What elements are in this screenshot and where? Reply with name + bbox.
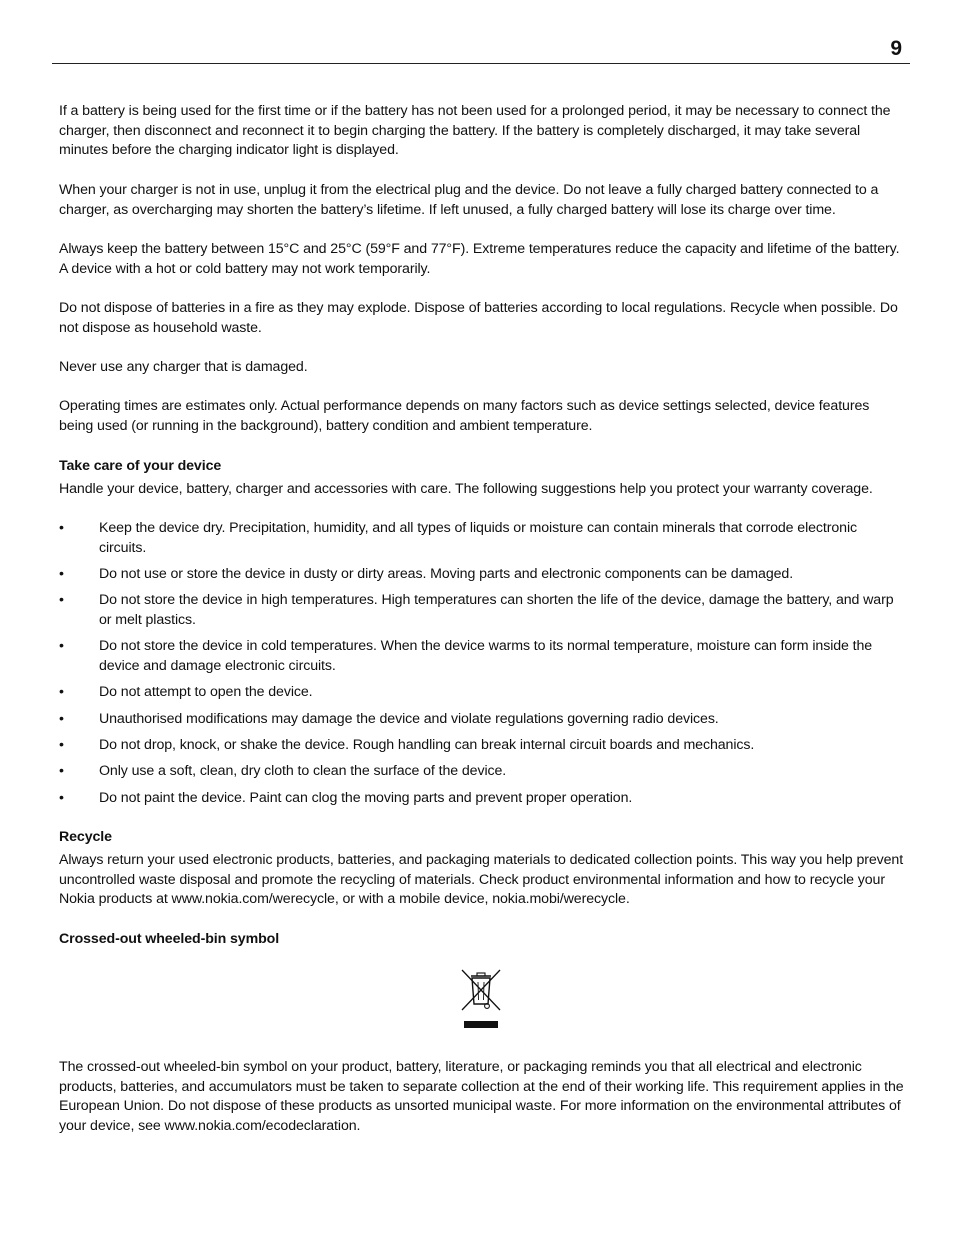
wheeled-bin-paragraph: The crossed-out wheeled-bin symbol on your product, battery, literature, or packaging reminds you that all electrical and electronic products, batteries, and accumulators must be taken to separate collection at the end of their working life. This requirement applies in the European Union. Do not dispose of these products as unsorted municipal waste. For more information on the environmental attributes of your device, see www.nokia.com/ecodeclaration.: [59, 1059, 904, 1135]
list-item: [59, 565, 905, 585]
wheeled-bin-figure: [59, 953, 905, 1058]
bullet: •: [59, 520, 64, 537]
list-item: [59, 591, 905, 630]
battery-disposal-paragraph: Do not dispose of batteries in a fire as they may explode. Dispose of batteries according to local regulations. Recycle when possible. Do not dispose as household waste.: [59, 299, 898, 336]
take-care-heading: Take care of your device: [59, 457, 222, 474]
page-number: 9: [890, 37, 902, 60]
list-item-text: Do not paint the device. Paint can clog the moving parts and prevent proper operation.: [99, 789, 633, 806]
bullet: •: [59, 763, 64, 780]
list-item-text: Do not use or store the device in dusty or dirty areas. Moving parts and electronic components can be damaged.: [99, 566, 794, 583]
recycle-heading: Recycle: [59, 828, 112, 845]
wheeled-bin-heading: Crossed-out wheeled-bin symbol: [59, 930, 280, 947]
battery-first-use-paragraph: If a battery is being used for the first time or if the battery has not been used for a prolonged period, it may be necessary to connect the charger, then disconnect and reconnect it to begin charging the battery. If the battery is completely discharged, it may take several minutes before the charging indicator light is displayed.: [59, 103, 891, 159]
take-care-intro: Handle your device, battery, charger and accessories with care. The following suggestions help you protect your warranty coverage.: [59, 480, 873, 497]
battery-temperature-paragraph: Always keep the battery between 15°C and 25°C (59°F and 77°F). Extreme temperatures reduce the capacity and lifetime of the battery. A device with a hot or cold battery may not work temporarily.: [59, 240, 900, 277]
list-item: [59, 736, 905, 756]
list-item-text: Do not drop, knock, or shake the device. Rough handling can break internal circuit boards and mechanics.: [99, 737, 755, 754]
unplug-charger-paragraph: When your charger is not in use, unplug it from the electrical plug and the device. Do not leave a fully charged battery connected to a charger, as overcharging may shorten the battery’s lifetime. If left unused, a fully charged battery will lose its charge over time.: [59, 181, 879, 218]
list-item-text: Do not store the device in cold temperatures. When the device warms to its normal temperature, moisture can form inside the device and damage electronic circuits.: [99, 638, 873, 675]
list-item: [59, 789, 905, 809]
header-divider: [52, 63, 910, 64]
recycle-paragraph: Always return your used electronic products, batteries, and packaging materials to dedicated collection points. This way you help prevent uncontrolled waste disposal and promote the recycling of materials. Check product environmental information and how to recycle your Nokia products at www.nokia.com/werecycle, or with a mobile device, nokia.mobi/werecycle.: [59, 852, 904, 908]
bullet: •: [59, 789, 64, 806]
bullet: •: [59, 710, 64, 727]
damaged-charger-paragraph: Never use any charger that is damaged.: [59, 359, 308, 376]
list-item-text: Unauthorised modifications may damage the device and violate regulations governing radio devices.: [99, 710, 719, 727]
crossed-out-wheeled-bin-icon: [459, 968, 503, 1030]
bullet: •: [59, 737, 64, 754]
bullet: •: [59, 592, 64, 609]
list-item-text: Do not attempt to open the device.: [99, 684, 313, 701]
care-list: [59, 519, 905, 808]
list-item-text: Keep the device dry. Precipitation, humidity, and all types of liquids or moisture can contain minerals that corrode electronic circuits.: [99, 520, 858, 556]
list-item: [59, 519, 905, 558]
list-item-text: Do not store the device in high temperatures. High temperatures can shorten the life of the device, damage the battery, and warp or melt plastics.: [99, 592, 894, 629]
list-item: [59, 710, 905, 730]
bullet: •: [59, 638, 64, 655]
list-item-text: Only use a soft, clean, dry cloth to clean the surface of the device.: [99, 763, 507, 780]
list-item: [59, 637, 905, 676]
page-content: [59, 102, 905, 1157]
list-item: [59, 762, 905, 782]
bullet: •: [59, 566, 64, 583]
bullet: •: [59, 684, 64, 701]
operating-times-paragraph: Operating times are estimates only. Actual performance depends on many factors such as device settings selected, device features being used (or running in the background), battery condition and ambient temperature.: [59, 398, 870, 435]
list-item: [59, 683, 905, 703]
